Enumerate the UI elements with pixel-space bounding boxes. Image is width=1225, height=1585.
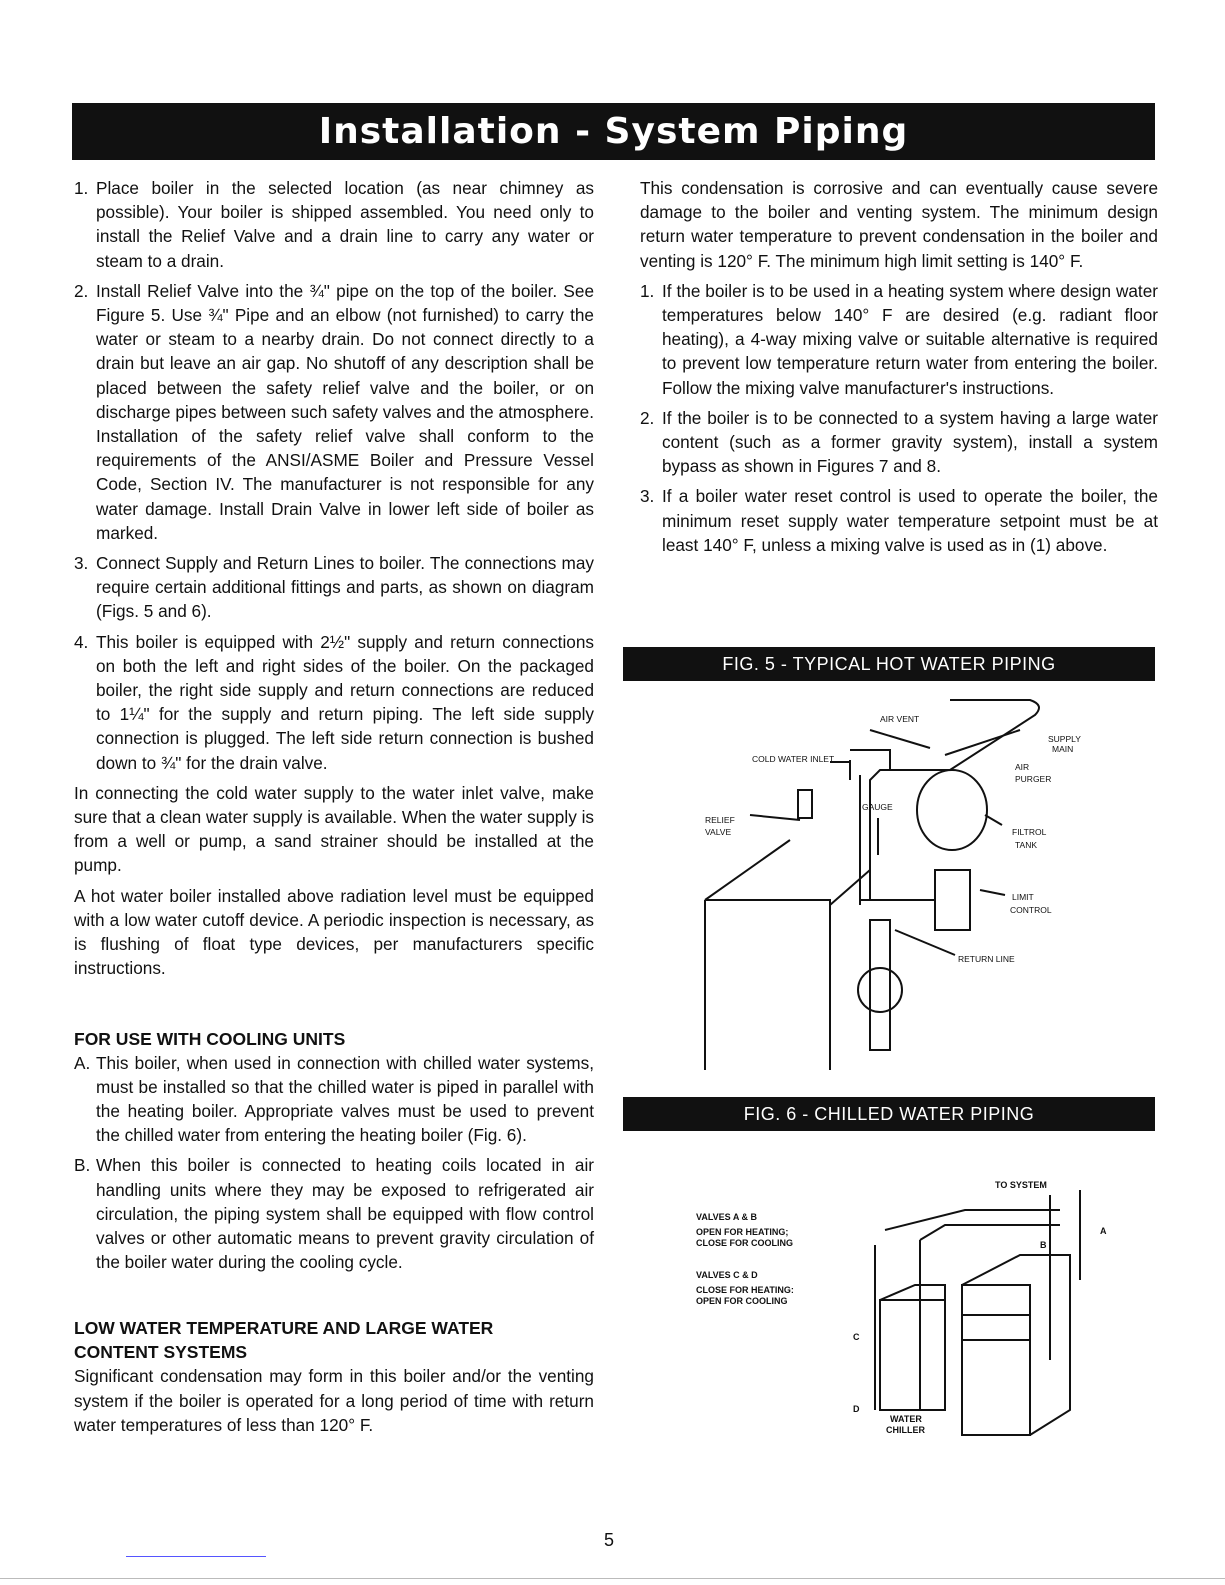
label-valve-d: D — [853, 1404, 860, 1414]
label-gauge: GAUGE — [862, 802, 893, 812]
label-return-line: RETURN LINE — [958, 954, 1015, 964]
list-item — [74, 1051, 594, 1148]
list-item — [640, 279, 1158, 400]
list-item-number: B. — [74, 1155, 91, 1176]
label-control: CONTROL — [1010, 905, 1052, 915]
label-tank: TANK — [1015, 840, 1038, 850]
right-column — [640, 176, 1158, 563]
list-item — [640, 406, 1158, 479]
label-valves-ab: VALVES A & B — [696, 1212, 758, 1222]
divider — [0, 1578, 1225, 1579]
figure-6-title: FIG. 6 - CHILLED WATER PIPING — [623, 1097, 1155, 1131]
paragraph: This condensation is corrosive and can eventually cause severe damage to the boiler and venting system. The minimum design return water temperature to prevent condensation in the boiler and venting is 120° F. The minimum high limit setting is 140° F. — [640, 178, 1158, 271]
list-item — [640, 484, 1158, 557]
paragraph: In connecting the cold water supply to the water inlet valve, make sure that a clean water supply is available. When the water supply is from a well or pump, a sand strainer should be installed at the pump. — [74, 782, 594, 876]
label-cd-heating: CLOSE FOR HEATING: — [696, 1285, 794, 1295]
list-item — [74, 551, 594, 624]
label-cd-cooling: OPEN FOR COOLING — [696, 1296, 788, 1306]
list-item-number: 4. — [74, 631, 89, 652]
section-heading: CONTENT SYSTEMS — [74, 1342, 248, 1363]
figure-5-diagram — [690, 690, 1090, 1080]
list-item-text: This boiler, when used in connection with chilled water systems, must be installed so that the chilled water is piped in parallel with the heating boiler. Appropriate valves must be used to prevent the chilled water from entering the heating boiler (Fig. 6). — [96, 1052, 594, 1146]
label-ab-cooling: CLOSE FOR COOLING — [696, 1238, 794, 1248]
label-valves-cd: VALVES C & D — [696, 1270, 758, 1280]
list-item-text: Install Relief Valve into the ¾" pipe on the top of the boiler. See Figure 5. Use ¾" Pipe and an elbow (not furnished) to carry the water or steam to a nearby drain. Do not connect directly to a drain but leave an air gap. No shutoff of any description shall be placed between the safety relief valve and the boiler, or on discharge pipes between such safety valves and the atmosphere. Installation of the safety relief valve shall conform to the requirements of the ANSI/ASME Boiler and Pressure Vessel Code, Section IV. The manufacturer is not responsible for any water damage. Install Drain Valve in lower left side of boiler as marked. — [96, 280, 594, 543]
page-number: 5 — [604, 1530, 615, 1550]
list-item — [74, 630, 594, 775]
paragraph: Significant condensation may form in this boiler and/or the venting system if the boiler is operated for a long period of time with return water temperatures of less than 120° F. — [74, 1366, 594, 1435]
list-item-text: This boiler is equipped with 2½" supply and return connections on both the left and right sides of the boiler. On the packaged boiler, the right side supply and return connections are reduced to 1¼" for the supply and return piping. The left side supply connection is plugged. The left side return connection is bushed down to ¾" for the drain valve. — [96, 631, 594, 773]
list-item-number: 2. — [74, 280, 89, 301]
list-item — [74, 1153, 594, 1274]
label-air-vent: AIR VENT — [880, 714, 920, 724]
page-title: Installation - System Piping — [72, 103, 1155, 160]
label-water: WATER — [890, 1414, 922, 1424]
list-item-number: 1. — [74, 178, 89, 198]
label-valve: VALVE — [705, 827, 732, 837]
section-heading: FOR USE WITH COOLING UNITS — [74, 1028, 346, 1049]
list-item-number: 3. — [640, 486, 655, 507]
list-item-text: Place boiler in the selected location (as near chimney as possible). Your boiler is shipped assembled. You need only to install the Relief Valve and a drain line to carry any water or steam to a drain. — [96, 178, 594, 271]
list-item-text: If the boiler is to be used in a heating system where design water temperatures below 140° F are desired (e.g. radiant floor heating), a 4-way mixing valve or suitable alternative is required to prevent low temperature return water from entering the boiler. Follow the mixing valve manufacturer's instructions. — [662, 280, 1158, 398]
list-item-text: Connect Supply and Return Lines to boiler. The connections may require certain additional fittings and parts, as shown on diagram (Figs. 5 and 6). — [96, 553, 594, 622]
list-item-number: 3. — [74, 553, 89, 574]
label-ab-heating: OPEN FOR HEATING; — [696, 1227, 789, 1237]
list-item-text: If the boiler is to be connected to a system having a large water content (such as a former gravity system), install a system bypass as shown in Figures 7 and 8. — [662, 407, 1158, 477]
list-item-text: When this boiler is connected to heating coils located in air handling units where they may be exposed to refrigerated air circulation, the piping system shall be equipped with flow control valves or other automatic means to prevent gravity circulation of the boiler water during the cooling cycle. — [96, 1155, 594, 1273]
list-item — [74, 176, 594, 273]
list-item-number: 2. — [640, 407, 655, 428]
label-valve-c: C — [853, 1332, 860, 1342]
label-filtrol: FILTROL — [1012, 827, 1047, 837]
list-item-text: If a boiler water reset control is used to operate the boiler, the minimum reset supply water temperature setpoint must be at least 140° F, unless a mixing valve is used as in (1) above. — [662, 486, 1158, 555]
figure-6-diagram — [690, 1150, 1110, 1440]
label-relief: RELIEF — [705, 815, 735, 825]
figure-5-title: FIG. 5 - TYPICAL HOT WATER PIPING — [623, 647, 1155, 681]
list-item — [74, 279, 594, 545]
left-column — [74, 176, 594, 1443]
label-purger: PURGER — [1015, 774, 1052, 784]
label-valve-a: A — [1100, 1226, 1107, 1236]
label-supply: SUPPLY — [1048, 734, 1081, 744]
list-item-number: 1. — [640, 280, 655, 301]
label-to-system: TO SYSTEM — [995, 1180, 1047, 1190]
label-valve-b: B — [1040, 1240, 1047, 1250]
divider — [126, 1556, 266, 1557]
label-limit: LIMIT — [1012, 892, 1034, 902]
label-cold-water-inlet: COLD WATER INLET — [752, 754, 835, 764]
list-item-number: A. — [74, 1052, 91, 1073]
label-main: MAIN — [1052, 744, 1074, 754]
label-air: AIR — [1015, 762, 1030, 772]
label-chiller: CHILLER — [886, 1425, 925, 1435]
paragraph: A hot water boiler installed above radiation level must be equipped with a low water cutoff device. A periodic inspection is necessary, as is flushing of float type devices, per manufacturers specific instructions. — [74, 885, 594, 979]
section-heading: LOW WATER TEMPERATURE AND LARGE WATER — [74, 1318, 494, 1339]
